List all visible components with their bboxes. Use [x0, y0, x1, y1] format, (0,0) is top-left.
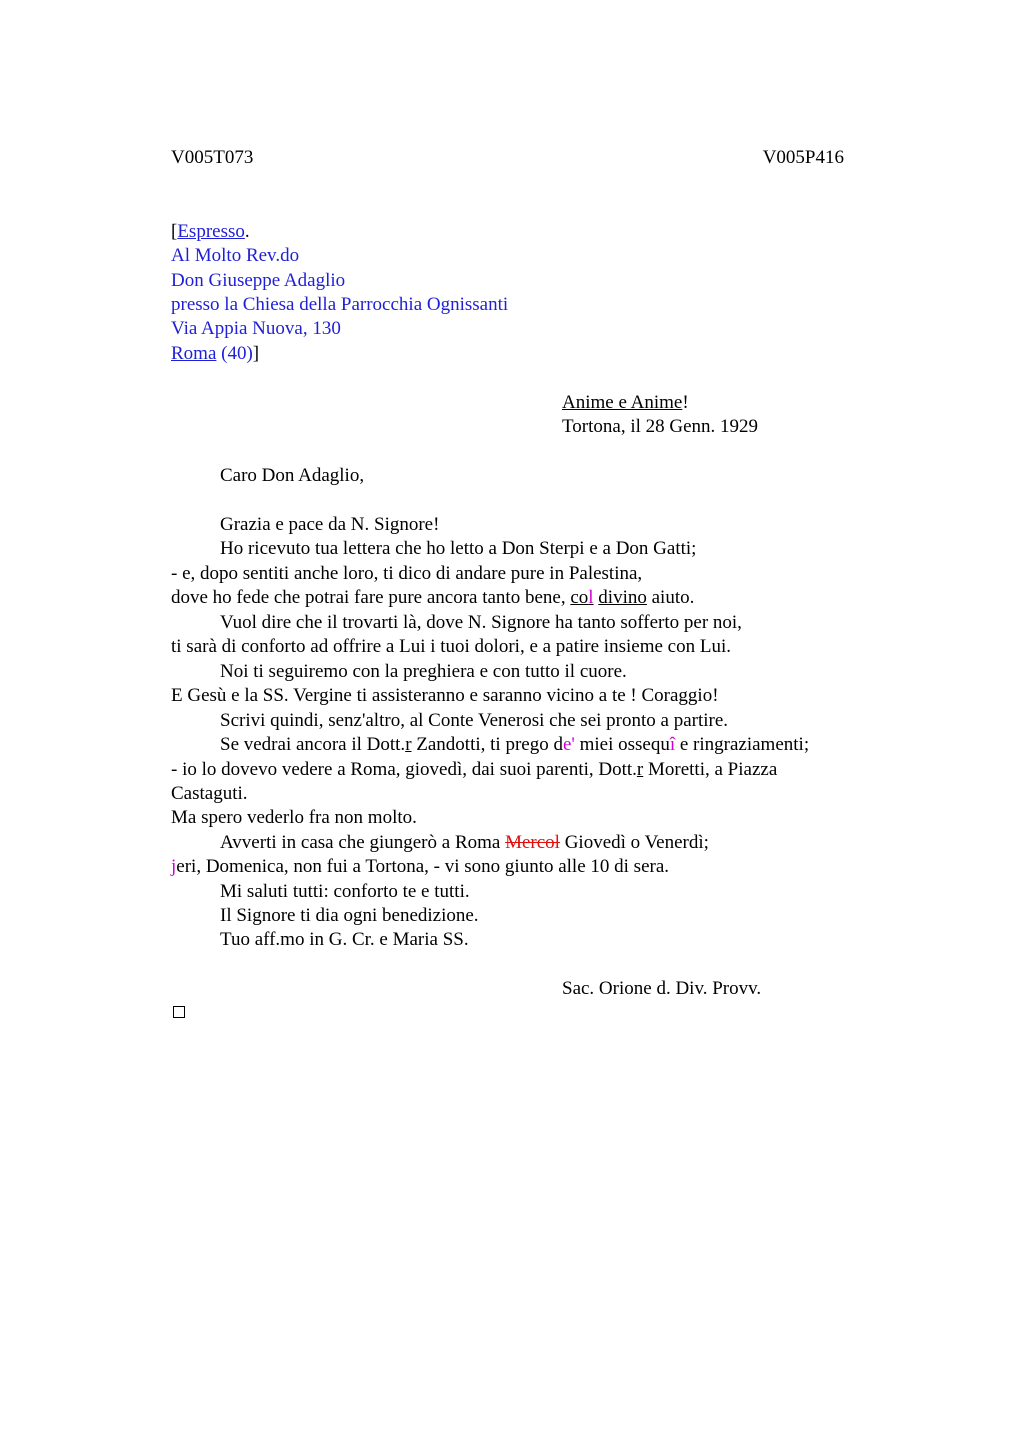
salutation: Caro Don Adaglio,	[220, 465, 365, 486]
superscript-r-1: r	[405, 734, 412, 755]
document-code-right: V005P416	[762, 147, 844, 168]
close-bracket: ]	[252, 343, 260, 364]
address-city: Roma	[171, 343, 217, 364]
address-zip: (40)	[216, 343, 253, 364]
address-line-6	[171, 342, 259, 366]
body-line-12: Castaguti.	[171, 783, 248, 804]
body-line-8: E Gesù e la SS. Vergine ti assisteranno e saranno vicino a te ! Coraggio!	[171, 685, 719, 706]
open-bracket: [	[171, 221, 178, 242]
address-line-3: Don Giuseppe Adaglio	[171, 270, 346, 291]
motto-line	[562, 391, 689, 415]
motto-exclamation: !	[682, 392, 689, 413]
signature: Sac. Orione d. Div. Provv.	[562, 978, 762, 999]
espresso-period: .	[244, 221, 250, 242]
body-line-17: Il Signore ti dia ogni benedizione.	[220, 905, 479, 926]
body-line-4: dove ho fede che potrai fare pure ancora tanto bene, col divino aiuto.	[171, 587, 695, 608]
address-line-1	[171, 220, 250, 244]
superscript-r-2: r	[636, 759, 644, 780]
body-line-6: ti sarà di conforto ad offrire a Lui i tuoi dolori, e a patire insieme con Lui.	[171, 636, 731, 657]
address-line-4: presso la Chiesa della Parrocchia Ognissanti	[171, 294, 509, 315]
address-line-5: Via Appia Nuova, 130	[171, 318, 341, 339]
inserted-e-apostrophe: e'	[562, 734, 575, 755]
body-line-11: - io lo dovevo vedere a Roma, giovedì, dai suoi parenti, Dott.r Moretti, a Piazza	[171, 759, 778, 780]
end-box-icon	[173, 1006, 185, 1018]
inserted-i-circumflex: î	[669, 734, 676, 755]
espresso-label: Espresso	[177, 221, 245, 242]
word-divino: divino	[598, 587, 647, 608]
inserted-j: j	[171, 856, 177, 877]
body-line-14: Avverti in casa che giungerò a Roma Mercol Giovedì o Venerdì;	[220, 832, 709, 853]
inserted-l: l	[588, 587, 594, 608]
body-line-10: Se vedrai ancora il Dott.r Zandotti, ti prego de' miei ossequî e ringraziamenti;	[220, 734, 810, 755]
body-line-13: Ma spero vederlo fra non molto.	[171, 807, 417, 828]
body-line-1: Grazia e pace da N. Signore!	[220, 514, 440, 535]
motto: Anime e Anime	[562, 392, 683, 413]
address-line-2: Al Molto Rev.do	[171, 245, 300, 266]
body-line-7: Noi ti seguiremo con la preghiera e con tutto il cuore.	[220, 661, 627, 682]
body-line-5: Vuol dire che il trovarti là, dove N. Signore ha tanto sofferto per noi,	[220, 612, 742, 633]
document-code-left: V005T073	[171, 147, 254, 168]
body-line-16: Mi saluti tutti: conforto te e tutti.	[220, 881, 470, 902]
word-col: col	[570, 587, 594, 608]
body-line-15: jeri, Domenica, non fui a Tortona, - vi sono giunto alle 10 di sera.	[171, 856, 670, 877]
body-line-2: Ho ricevuto tua lettera che ho letto a Don Sterpi e a Don Gatti;	[220, 538, 697, 559]
body-line-18: Tuo aff.mo in G. Cr. e Maria SS.	[220, 929, 469, 950]
body-line-4-text: dove ho fede che potrai fare pure ancora tanto bene,	[171, 587, 571, 608]
body-line-3: - e, dopo sentiti anche loro, ti dico di andare pure in Palestina,	[171, 563, 643, 584]
body-line-9: Scrivi quindi, senz'altro, al Conte Venerosi che sei pronto a partire.	[220, 710, 729, 731]
struck-word: Mercol	[505, 832, 560, 853]
place-date: Tortona, il 28 Genn. 1929	[562, 416, 759, 437]
